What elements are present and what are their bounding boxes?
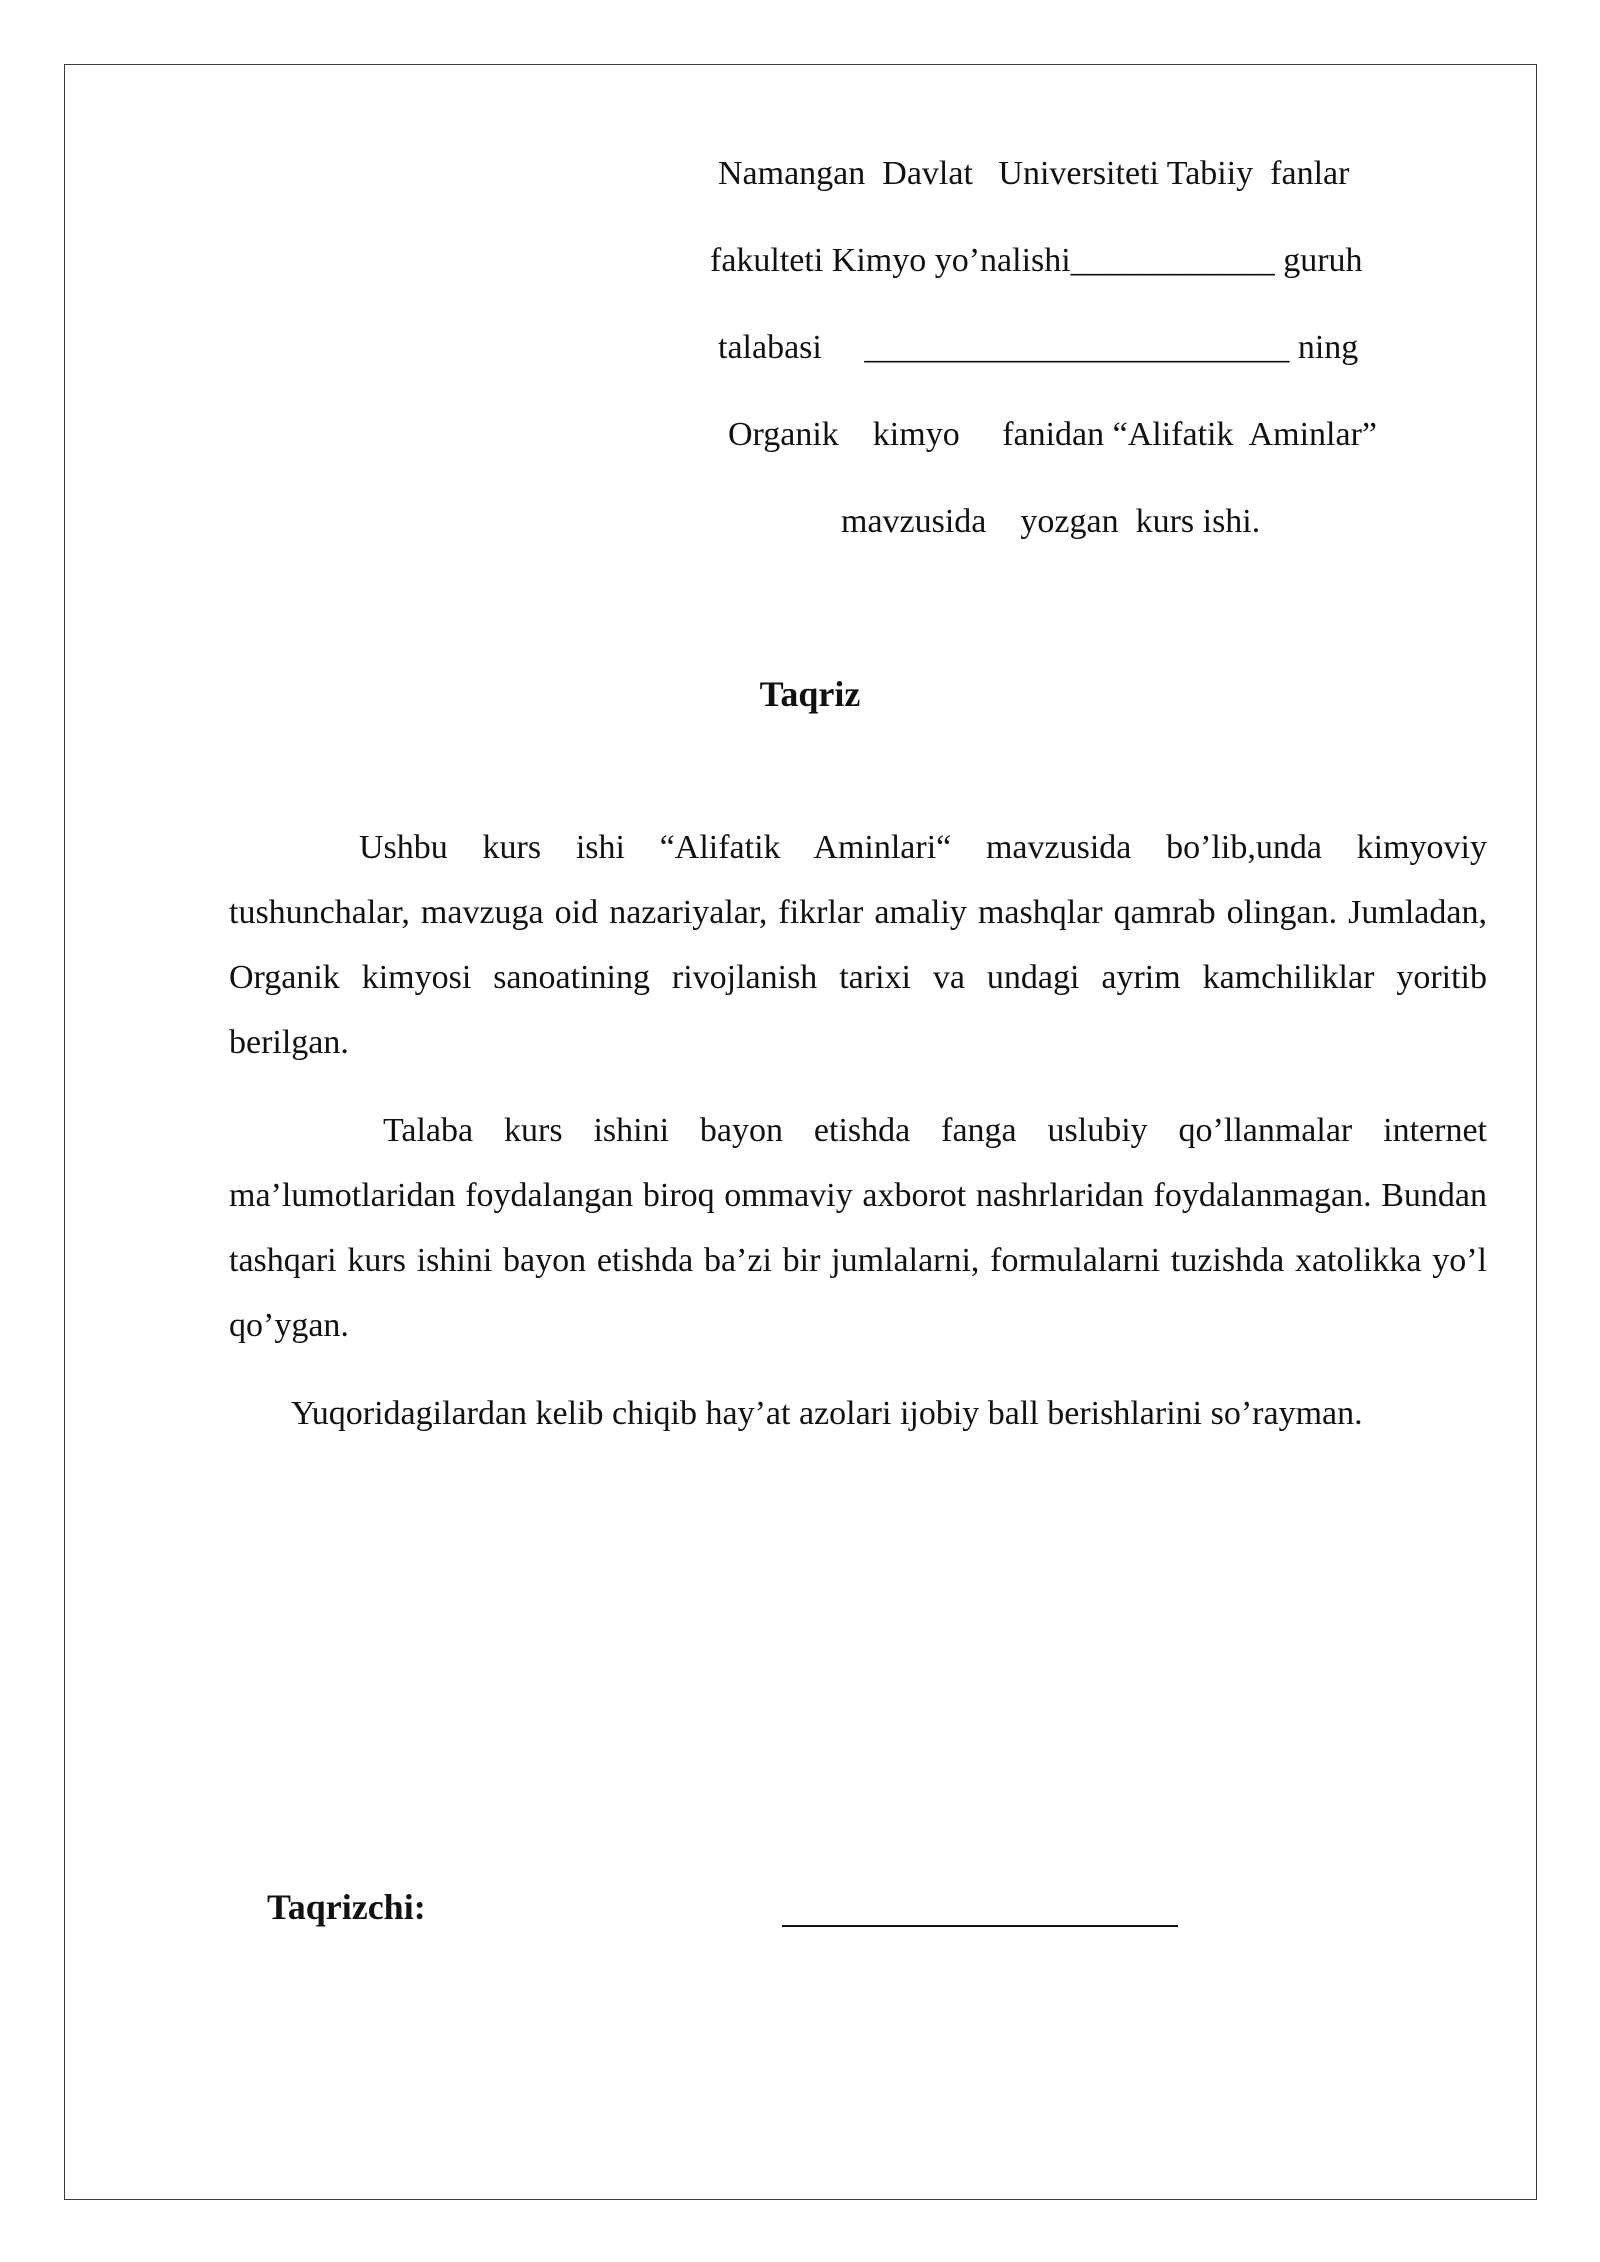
- header-line-student: talabasi _________________________ ning: [718, 329, 1359, 366]
- header-line-topic: mavzusida yozgan kurs ishi.: [841, 503, 1261, 540]
- review-body: [229, 815, 1487, 1075]
- review-paragraph-1: Ushbu kurs ishi “Alifatik Aminlari“ mavzusida bo’lib,unda kimyoviy tushunchalar, mavzuga oid nazariyalar, fikrlar amaliy mashqlar qamrab olingan. Jumladan, Organik kimyosi sanoatining rivojlanish tarixi va undagi ayrim kamchiliklar yoritib berilgan.: [229, 829, 1487, 1061]
- header-line-university: Namangan Davlat Universiteti Tabiiy fanlar: [718, 155, 1350, 192]
- signature-line: [782, 1925, 1178, 1927]
- review-body-2: [229, 1098, 1487, 1358]
- review-paragraph-2: Talaba kurs ishini bayon etishda fanga uslubiy qo’llanmalar internet ma’lumotlaridan foydalangan biroq ommaviy axborot nashrlaridan foydalanmagan. Bundan tashqari kurs ishini bayon etishda ba’zi bir jumlalarni, formulalarni tuzishda xatolikka yo’l qo’ygan.: [229, 1112, 1487, 1344]
- reviewer-label: Taqrizchi:: [267, 1887, 426, 1927]
- review-body-3: [229, 1381, 1487, 1446]
- page-title: Taqriz: [759, 674, 861, 714]
- header-line-faculty: fakulteti Kimyo yo’nalishi____________ guruh: [710, 242, 1363, 279]
- header-line-subject: Organik kimyo fanidan “Alifatik Aminlar”: [728, 416, 1378, 453]
- review-paragraph-3: Yuqoridagilardan kelib chiqib hay’at azolari ijobiy ball berishlarini so’rayman.: [291, 1395, 1363, 1432]
